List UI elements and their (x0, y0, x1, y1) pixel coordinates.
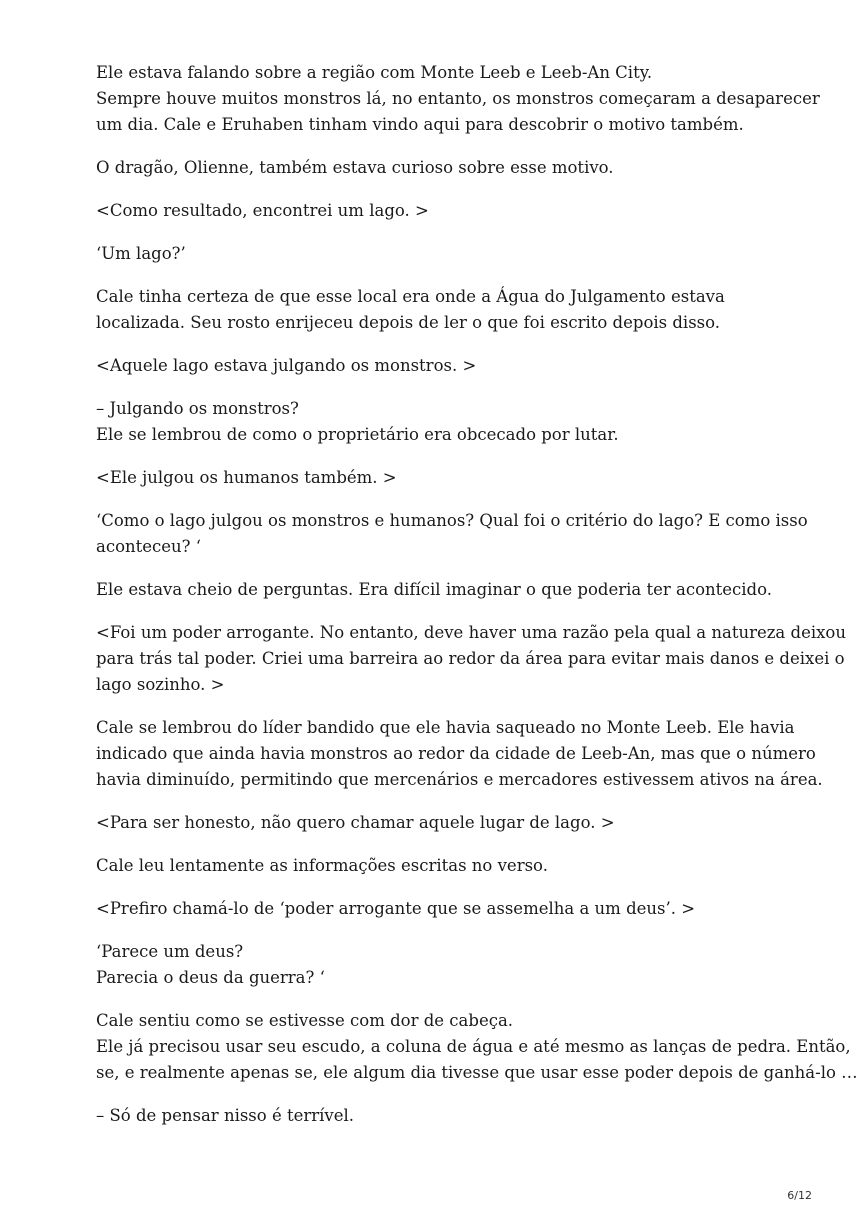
text-line: lago sozinho. > (96, 675, 225, 694)
text-line: aconteceu? ‘ (96, 537, 202, 556)
paragraph (96, 284, 796, 336)
text-line: Cale sentiu como se estivesse com dor de cabeça. (96, 1011, 514, 1030)
page-number: 6/12 (787, 1189, 812, 1202)
paragraph (96, 939, 796, 991)
paragraph (96, 715, 823, 793)
paragraph (96, 577, 796, 603)
paragraph (96, 1103, 796, 1129)
text-line: Ele estava falando sobre a região com Monte Leeb e Leeb-An City. (96, 63, 653, 82)
text-line: localizada. Seu rosto enrijeceu depois de ler o que foi escrito depois disso. (96, 313, 721, 332)
paragraph (96, 155, 796, 181)
text-line: <Ele julgou os humanos também. > (96, 468, 397, 487)
document-page (96, 60, 858, 1146)
text-line: Cale se lembrou do líder bandido que ele havia saqueado no Monte Leeb. Ele havia (96, 718, 795, 737)
text-line: – Julgando os monstros? (96, 399, 299, 418)
text-line: Parecia o deus da guerra? ‘ (96, 968, 325, 987)
text-line: <Para ser honesto, não quero chamar aquele lugar de lago. > (96, 813, 615, 832)
paragraph (96, 896, 796, 922)
paragraph (96, 353, 796, 379)
text-line: Sempre houve muitos monstros lá, no entanto, os monstros começaram a desaparecer (96, 89, 820, 108)
paragraph (96, 396, 796, 448)
paragraph (96, 508, 808, 560)
paragraph (96, 853, 796, 879)
text-line: ‘Parece um deus? (96, 942, 244, 961)
text-line: <Prefiro chamá-lo de ‘poder arrogante que se assemelha a um deus’. > (96, 899, 696, 918)
text-line: havia diminuído, permitindo que mercenários e mercadores estivessem ativos na área. (96, 770, 823, 789)
text-line: para trás tal poder. Criei uma barreira ao redor da área para evitar mais danos e deixei o (96, 649, 845, 668)
text-line: ‘Um lago?’ (96, 244, 186, 263)
paragraph (96, 810, 796, 836)
text-line: indicado que ainda havia monstros ao redor da cidade de Leeb-An, mas que o número (96, 744, 816, 763)
text-line: Ele já precisou usar seu escudo, a coluna de água e até mesmo as lanças de pedra. Então, (96, 1037, 851, 1056)
text-line: Ele estava cheio de perguntas. Era difícil imaginar o que poderia ter acontecido. (96, 580, 773, 599)
text-line: <Como resultado, encontrei um lago. > (96, 201, 429, 220)
text-line: O dragão, Olienne, também estava curioso sobre esse motivo. (96, 158, 614, 177)
paragraph (96, 198, 796, 224)
text-line: Cale tinha certeza de que esse local era onde a Água do Julgamento estava (96, 287, 725, 306)
paragraph (96, 465, 796, 491)
paragraph (96, 1008, 858, 1086)
text-line: ‘Como o lago julgou os monstros e humanos? Qual foi o critério do lago? E como isso (96, 511, 808, 530)
text-line: – Só de pensar nisso é terrível. (96, 1106, 355, 1125)
paragraph (96, 60, 820, 138)
paragraph (96, 620, 846, 698)
text-line: <Aquele lago estava julgando os monstros. > (96, 356, 477, 375)
text-line: Ele se lembrou de como o proprietário era obcecado por lutar. (96, 425, 619, 444)
text-line: Cale leu lentamente as informações escritas no verso. (96, 856, 548, 875)
text-line: um dia. Cale e Eruhaben tinham vindo aqui para descobrir o motivo também. (96, 115, 744, 134)
text-line: <Foi um poder arrogante. No entanto, deve haver uma razão pela qual a natureza deixou (96, 623, 846, 642)
text-line: se, e realmente apenas se, ele algum dia tivesse que usar esse poder depois de ganhá-lo … (96, 1063, 858, 1082)
paragraph (96, 241, 796, 267)
